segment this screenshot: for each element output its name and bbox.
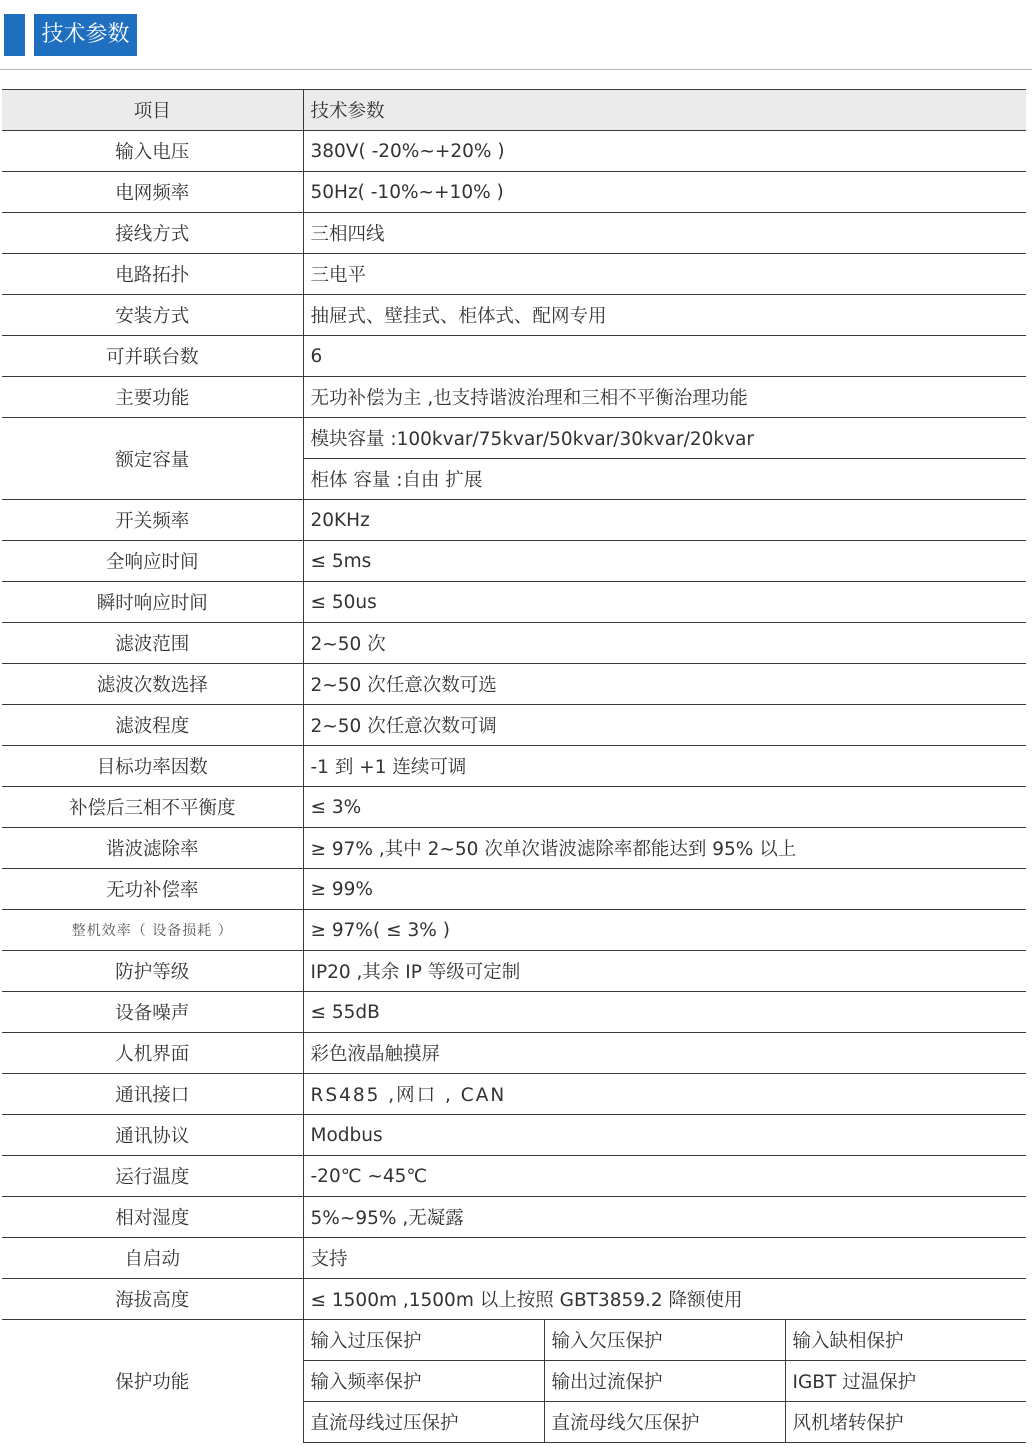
- row-value: 20KHz: [303, 500, 1026, 541]
- row-label: 设备噪声: [2, 992, 303, 1033]
- row-value: 三相四线: [303, 213, 1026, 254]
- row-value: 2~50 次任意次数可调: [303, 705, 1026, 746]
- protection-item: IGBT 过温保护: [785, 1361, 1026, 1402]
- protection-item: 风机堵转保护: [785, 1402, 1026, 1443]
- row-value: 50Hz( -10%~+10% ): [303, 172, 1026, 213]
- table-row: [2, 910, 1026, 951]
- table-row: [2, 1197, 1026, 1238]
- row-value: 6: [303, 336, 1026, 377]
- table-row: [2, 541, 1026, 582]
- table-row: [2, 418, 1026, 459]
- spec-table: [2, 89, 1026, 1443]
- table-row: [2, 377, 1026, 418]
- row-label: 通讯协议: [2, 1115, 303, 1156]
- table-row: [2, 254, 1026, 295]
- row-value: ≤ 55dB: [303, 992, 1026, 1033]
- row-value: -20℃ ~45℃: [303, 1156, 1026, 1197]
- table-row: [2, 992, 1026, 1033]
- row-label: 防护等级: [2, 951, 303, 992]
- row-value: 2~50 次任意次数可选: [303, 664, 1026, 705]
- row-value: ≤ 1500m ,1500m 以上按照 GBT3859.2 降额使用: [303, 1279, 1026, 1320]
- table-row: [2, 172, 1026, 213]
- table-row: [2, 828, 1026, 869]
- row-value: 5%~95% ,无凝露: [303, 1197, 1026, 1238]
- row-value: Modbus: [303, 1115, 1026, 1156]
- protection-item: 输入欠压保护: [544, 1320, 785, 1361]
- row-value: 2~50 次: [303, 623, 1026, 664]
- row-label: 相对湿度: [2, 1197, 303, 1238]
- row-value: 无功补偿为主 ,也支持谐波治理和三相不平衡治理功能: [303, 377, 1026, 418]
- row-value: 380V( -20%~+20% ): [303, 131, 1026, 172]
- row-label: 海拔高度: [2, 1279, 303, 1320]
- row-label: 整机效率（ 设备损耗 ）: [2, 910, 303, 951]
- protection-item: 输出过流保护: [544, 1361, 785, 1402]
- table-row: [2, 746, 1026, 787]
- row-label: 补偿后三相不平衡度: [2, 787, 303, 828]
- table-row: [2, 500, 1026, 541]
- table-row: [2, 951, 1026, 992]
- row-value: IP20 ,其余 IP 等级可定制: [303, 951, 1026, 992]
- row-value: 支持: [303, 1238, 1026, 1279]
- row-label: 开关频率: [2, 500, 303, 541]
- protection-item: 直流母线过压保护: [303, 1402, 544, 1443]
- table-row: [2, 1156, 1026, 1197]
- protection-item: 输入过压保护: [303, 1320, 544, 1361]
- row-label: 无功补偿率: [2, 869, 303, 910]
- row-value: 三电平: [303, 254, 1026, 295]
- row-label: 谐波滤除率: [2, 828, 303, 869]
- table-row: [2, 131, 1026, 172]
- row-label: 电网频率: [2, 172, 303, 213]
- table-row: [2, 1115, 1026, 1156]
- protection-item: 直流母线欠压保护: [544, 1402, 785, 1443]
- row-label: 滤波范围: [2, 623, 303, 664]
- table-row: [2, 1033, 1026, 1074]
- row-value: ≥ 99%: [303, 869, 1026, 910]
- row-label: 滤波程度: [2, 705, 303, 746]
- row-label: 额定容量: [2, 418, 303, 500]
- row-value: 抽屉式、壁挂式、柜体式、配网专用: [303, 295, 1026, 336]
- table-row: [2, 787, 1026, 828]
- table-header-row: [2, 90, 1026, 131]
- row-label: 滤波次数选择: [2, 664, 303, 705]
- row-value: ≥ 97%( ≤ 3% ): [303, 910, 1026, 951]
- table-row: [2, 705, 1026, 746]
- row-label: 人机界面: [2, 1033, 303, 1074]
- row-value: 模块容量 :100kvar/75kvar/50kvar/30kvar/20kvar: [303, 418, 1026, 459]
- row-label: 运行温度: [2, 1156, 303, 1197]
- section-header-accent: [4, 14, 25, 56]
- section-title: 技术参数: [34, 14, 137, 56]
- row-label: 通讯接口: [2, 1074, 303, 1115]
- row-value: ≤ 3%: [303, 787, 1026, 828]
- protection-item: 输入频率保护: [303, 1361, 544, 1402]
- row-label: 保护功能: [2, 1320, 303, 1443]
- row-value: RS485 ,网口 , CAN: [303, 1074, 1026, 1115]
- row-label: 主要功能: [2, 377, 303, 418]
- row-label: 电路拓扑: [2, 254, 303, 295]
- row-value: ≤ 50us: [303, 582, 1026, 623]
- row-value: 柜体 容量 :自由 扩展: [303, 459, 1026, 500]
- table-row: [2, 869, 1026, 910]
- table-row: [2, 582, 1026, 623]
- row-value: -1 到 +1 连续可调: [303, 746, 1026, 787]
- row-label: 目标功率因数: [2, 746, 303, 787]
- row-value: ≥ 97% ,其中 2~50 次单次谐波滤除率都能达到 95% 以上: [303, 828, 1026, 869]
- table-row: [2, 623, 1026, 664]
- table-row: [2, 1074, 1026, 1115]
- row-value: 彩色液晶触摸屏: [303, 1033, 1026, 1074]
- row-label: 瞬时响应时间: [2, 582, 303, 623]
- table-row: [2, 664, 1026, 705]
- row-label: 全响应时间: [2, 541, 303, 582]
- table-row: [2, 1320, 1026, 1361]
- divider: [0, 69, 1032, 70]
- table-row: [2, 1279, 1026, 1320]
- row-label: 安装方式: [2, 295, 303, 336]
- column-header-spec: 技术参数: [303, 90, 1026, 131]
- row-label: 输入电压: [2, 131, 303, 172]
- row-label: 自启动: [2, 1238, 303, 1279]
- row-label: 可并联台数: [2, 336, 303, 377]
- row-label: 接线方式: [2, 213, 303, 254]
- table-row: [2, 295, 1026, 336]
- protection-item: 输入缺相保护: [785, 1320, 1026, 1361]
- column-header-item: 项目: [2, 90, 303, 131]
- table-row: [2, 213, 1026, 254]
- row-value: ≤ 5ms: [303, 541, 1026, 582]
- table-row: [2, 336, 1026, 377]
- table-row: [2, 1238, 1026, 1279]
